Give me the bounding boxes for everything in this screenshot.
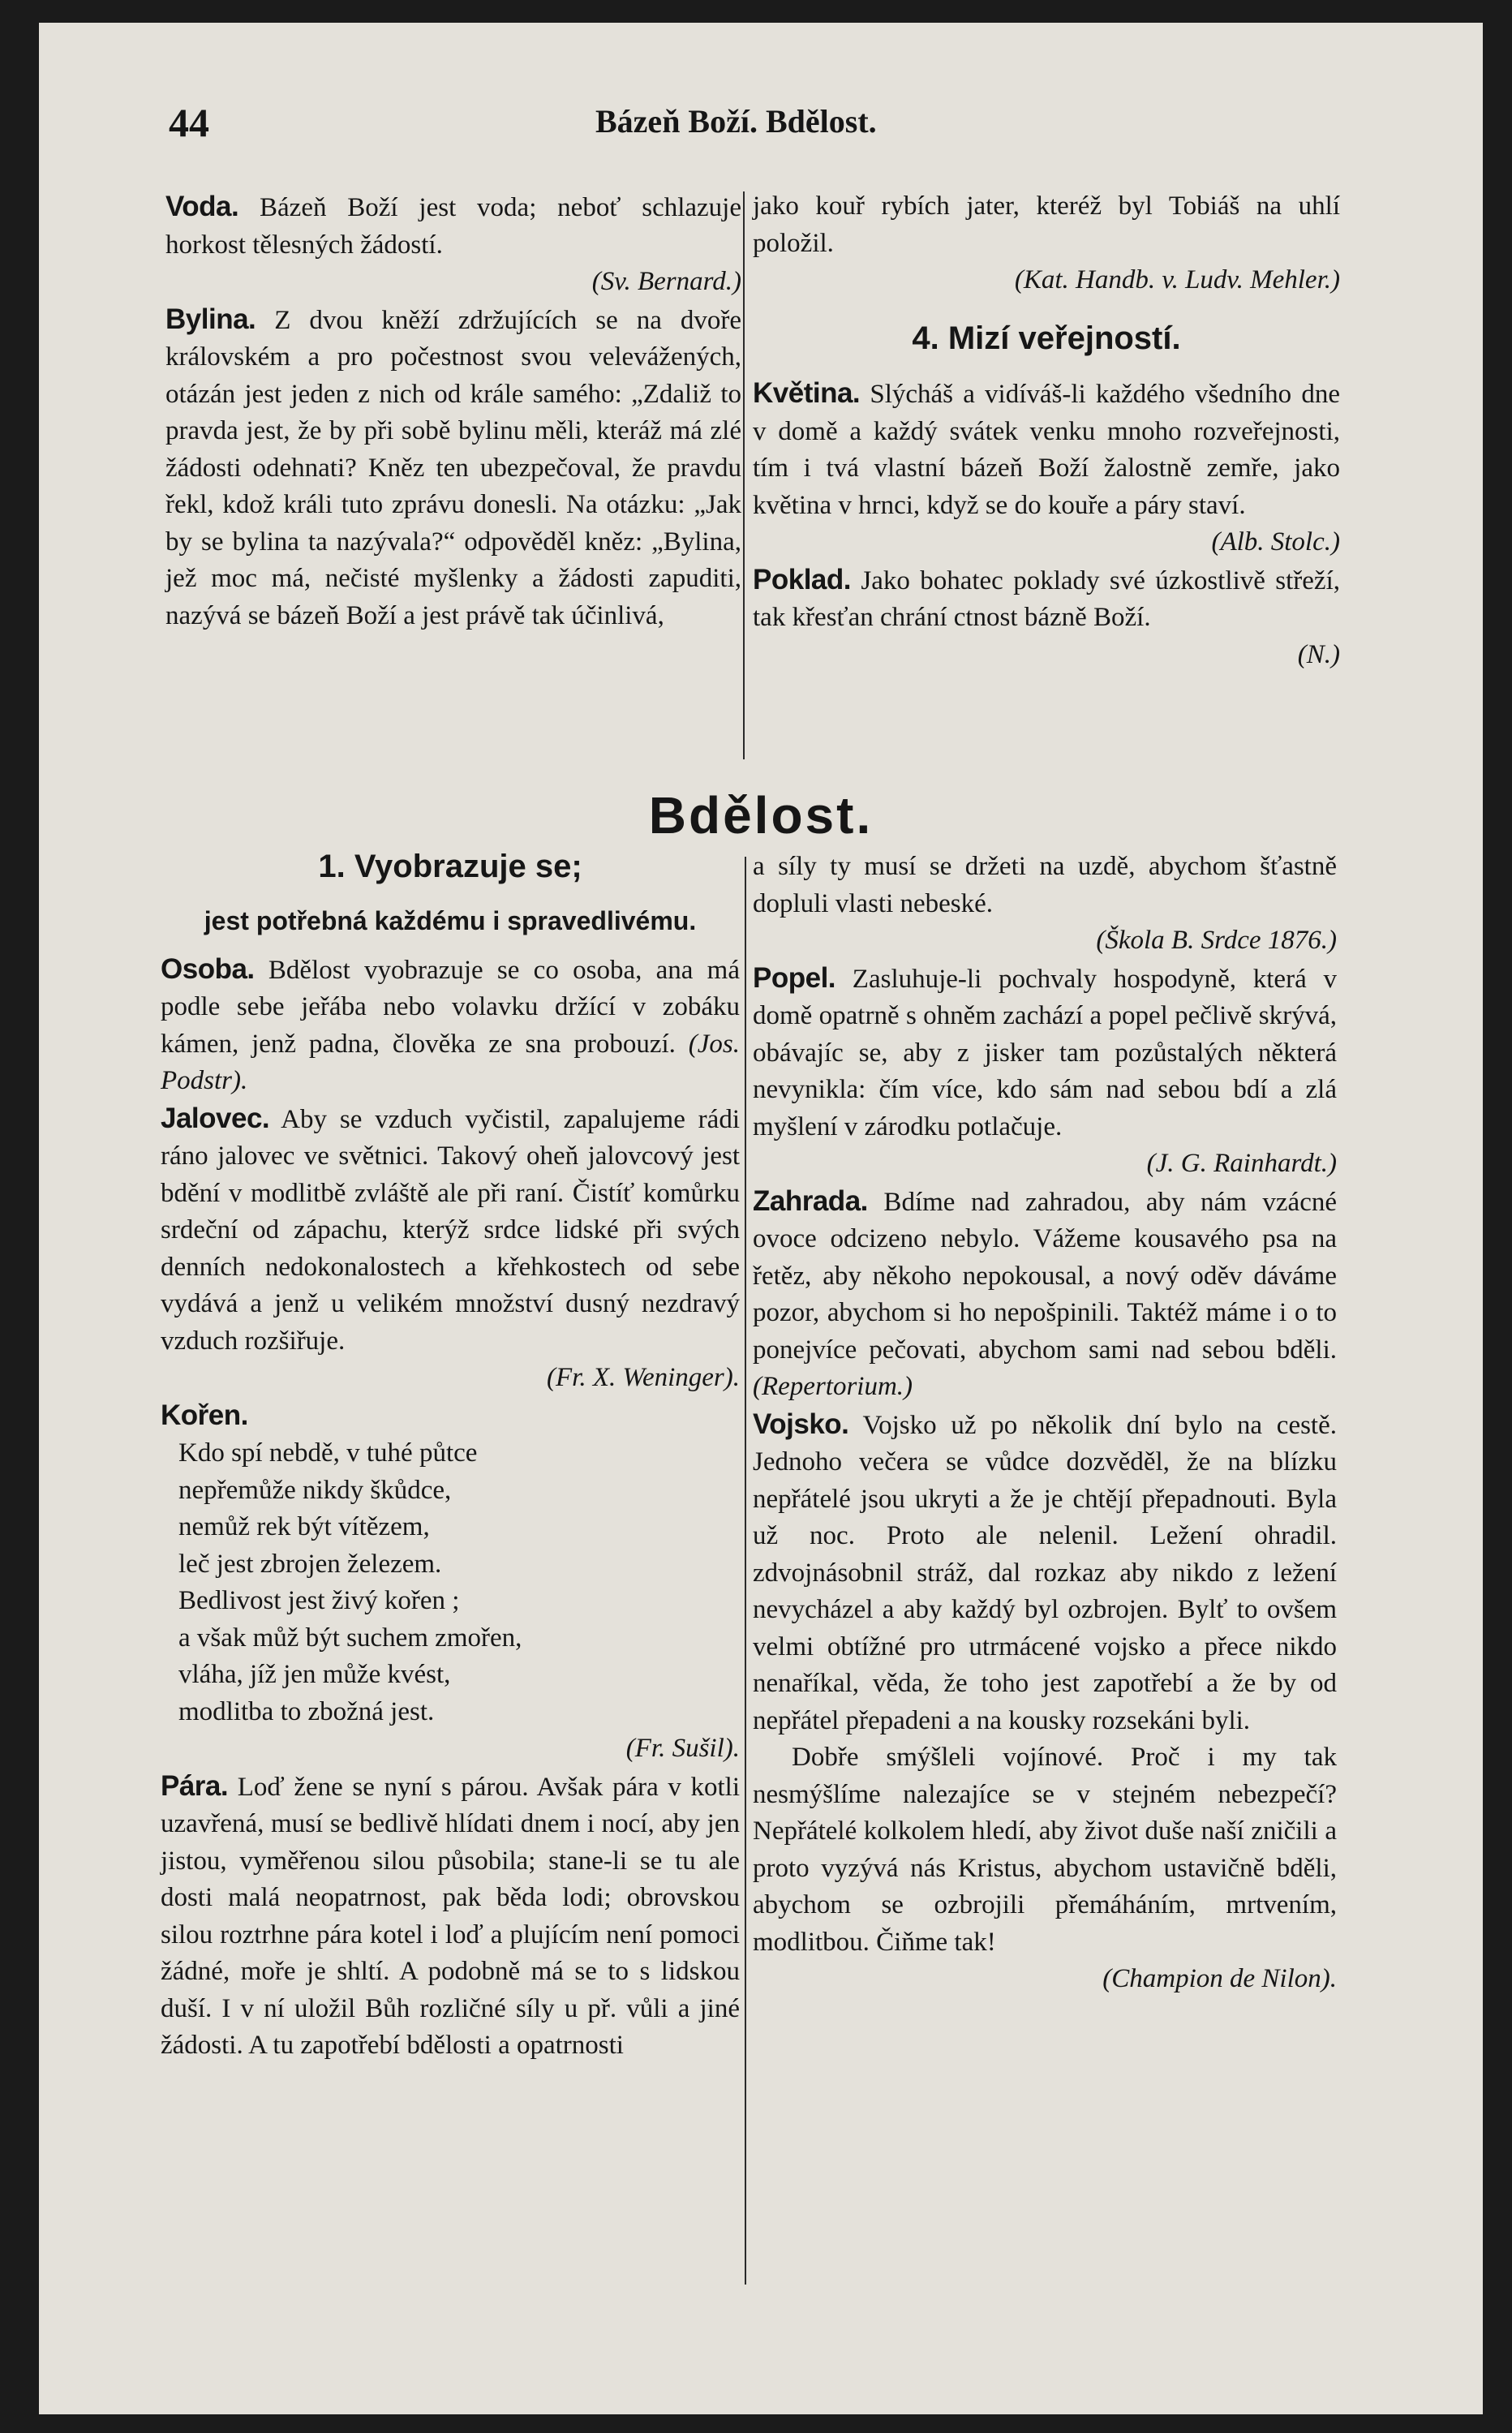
- entry-voda: [165, 188, 741, 264]
- entry-text: Slýcháš a vidíváš-li každého všedního dne v domě a každý svátek venku mnoho rozveřejnosti, tím i tvá vlastní bázeň Boží žalostně zemře, jako květina v hrnci, když se do kouře a páry staví.: [753, 380, 1340, 520]
- column-divider: [743, 191, 745, 759]
- entry-keyword: Květina.: [753, 377, 861, 409]
- entry-source: (Alb. Stolc.): [1211, 527, 1340, 557]
- poem-line: Bedlivost jest živý kořen ;: [178, 1586, 460, 1615]
- entry-text: Vojsko už po několik dní bylo na cestě. Jednoho večera se vůdce dozvěděl, že na blízku nepřátelé jsou ukryti a že je chtějí přepadnouti. Byla už noc. Proto ale nelenil. Ležení ohradil. zdvojnásobnil stráž, dal rozkaz aby nikdo z ležení nevycházel a aby každý byl ozbrojen. Bylť to ovšem velmi obtížné pro utrmácené vojsko a přece nikdo nenaříkal, věda, že toho jest zapotřebí a že by od nepřátel přepadeni a na kousky rozsekáni byli.: [753, 1410, 1337, 1735]
- entry-source: (Sv. Bernard.): [591, 267, 741, 296]
- subsection-heading: 4. Mizí veřejností.: [912, 320, 1181, 356]
- entry-text: Aby se vzduch vyčistil, zapalujeme rádi ráno jalovec ve světnici. Takový oheň jalovcový jest bdění v modlitbě zvláště ale při raní. Čistíť komůrku srdeční od zápachu, kterýž srdce lidské při svých denních nedokonalostech a křehkostech od sebe vydává a jenž u velikém množství dusný nezdravý vzduch rozšiřuje.: [161, 1104, 740, 1356]
- poem-line: vláha, jíž jen může kvést,: [178, 1660, 451, 1689]
- entry-jalovec: [161, 1100, 740, 1361]
- entry-text: Zasluhuje-li pochvaly hospodyně, která v domě opatrně s ohněm zachází a popel pečlivě skrývá, obávajíc se, aby z jisker tam pozůstalých některá nevynikla: čím více, kdo sám nad sebou bdí a zlá myšlení v zárodku potlačuje.: [753, 964, 1337, 1141]
- entry-text: Bdíme nad zahradou, aby nám vzácné ovoce odcizeno nebylo. Vážeme kousavého psa na řetěz, aby někoho nepokousal, a nový oděv dáváme pozor, abychom si ho nepošpinili. Taktéž máme i o to ponejvíce pečovati, abychom sami nad sebou bděli.: [753, 1187, 1337, 1365]
- entry-kvetina: [753, 375, 1340, 524]
- entry-keyword: Pára.: [161, 1769, 229, 1802]
- poem-line: modlitba to zbožná jest.: [178, 1696, 435, 1726]
- poem: [161, 1435, 740, 1730]
- poem-line: nepřemůže nikdy škůdce,: [178, 1475, 452, 1505]
- bottom-right-column: [753, 849, 1337, 1998]
- entry-source: (Champion de Nilon).: [1102, 1964, 1337, 1993]
- entry-source: (Repertorium.): [753, 1372, 913, 1401]
- entry-osoba: [161, 951, 740, 1100]
- subsection-subheading: jest potřebná každému i spravedlivému.: [204, 905, 697, 935]
- entry-source: (Jos. Podstr).: [161, 1029, 740, 1095]
- entry-koren: [161, 1397, 740, 1436]
- entry-source: (Kat. Handb. v. Ludv. Mehler.): [1014, 265, 1340, 294]
- entry-zahrada: [753, 1183, 1337, 1406]
- continued-text: a síly ty musí se držeti na uzdě, abychom šťastně dopluli vlasti nebeské.: [753, 852, 1337, 918]
- entry-keyword: Voda.: [165, 191, 239, 222]
- poem-line: leč jest zbrojen železem.: [178, 1549, 442, 1579]
- entry-keyword: Kořen.: [161, 1399, 248, 1431]
- entry-keyword: Osoba.: [161, 952, 255, 985]
- entry-bylina: [165, 301, 741, 635]
- entry-keyword: Jalovec.: [161, 1102, 270, 1134]
- entry-keyword: Zahrada.: [753, 1184, 868, 1217]
- entry-source: (Fr. Sušil).: [625, 1734, 740, 1763]
- entry-source: (J. G. Rainhardt.): [1146, 1149, 1337, 1178]
- subsection-heading: 1. Vyobrazuje se;: [318, 849, 582, 884]
- entry-keyword: Bylina.: [165, 303, 256, 335]
- running-title: Bázeň Boží. Bdělost.: [595, 103, 877, 140]
- poem-line: Kdo spí nebdě, v tuhé půtce: [178, 1438, 478, 1468]
- continued-text: jako kouř rybích jater, kteréž byl Tobiáš na uhlí položil.: [753, 191, 1340, 258]
- entry-source: (Škola B. Srdce 1876.): [1096, 926, 1337, 955]
- closing-paragraph: Dobře smýšleli vojínové. Proč i my tak nesmýšlíme nalezajíce se v stejném nebezpečí? Nepřátelé kolkolem hledí, aby život duše naší zničili a proto vyzývá nás Kristus, abychom ustavičně bděli, abychom se ozbrojili přemáháním, mrtvením, modlitbou. Čiňme tak!: [753, 1743, 1337, 1957]
- bottom-left-column: [161, 849, 740, 2065]
- entry-source: (N.): [1297, 639, 1340, 669]
- entry-text: Bdělost vyobrazuje se co osoba, ana má podle sebe jeřába nebo volavku držící v zobáku kámen, jenž padna, člověka ze sna probouzí.: [161, 955, 740, 1059]
- entry-keyword: Popel.: [753, 961, 836, 994]
- column-divider: [745, 857, 746, 2285]
- entry-popel: [753, 960, 1337, 1146]
- section-title: Bdělost.: [648, 786, 874, 845]
- entry-text: Loď žene se nyní s párou. Avšak pára v kotli uzavřená, musí se bedlivě hlídati dnem i nocí, aby jen jistou, vyměřenou silou působila; stane-li se tu ale dosti malá neopatrnost, pak běda lodi; obrovskou silou roztrhne pára kotel i loď a plujícím není pomoci žádné, moře je shltí. A podobně má se to s lidskou duší. I v ní uložil Bůh rozličné síly u př. vůli a jiné žádosti. A tu zapotřebí bdělosti a opatrnosti: [161, 1772, 740, 2060]
- entry-text: Bázeň Boží jest voda; neboť schlazuje horkost tělesných žádostí.: [165, 193, 741, 260]
- top-left-column: [165, 188, 741, 634]
- entry-keyword: Vojsko.: [753, 1408, 849, 1440]
- page-number: 44: [169, 100, 209, 145]
- entry-poklad: [753, 561, 1340, 637]
- poem-line: a však můž být suchem zmořen,: [178, 1623, 522, 1653]
- poem-line: nemůž rek být vítězem,: [178, 1512, 430, 1541]
- entry-text: Jako bohatec poklady své úzkostlivě střeží, tak křesťan chrání ctnost bázně Boží.: [753, 565, 1340, 632]
- book-page: [39, 23, 1483, 2414]
- entry-para: [161, 1768, 740, 2065]
- entry-text: Z dvou kněží zdržujících se na dvoře královském a pro počestnost svou velevážených, otázán jest jeden z nich od krále samého: „Zdaliž to pravda jest, že by při sobě bylinu měli, kteráž má zlé žádosti odehnati? Kněz ten ubezpečoval, že pravdu řekl, kdož králi tuto zprávu donesli. Na otázku: „Jak by se bylina ta nazývala?“ odpověděl kněz: „Bylina, jež moc má, nečisté myšlenky a žádosti zapuditi, nazývá se bázeň Boží a jest právě tak účinlivá,: [165, 305, 741, 630]
- entry-keyword: Poklad.: [753, 563, 851, 595]
- top-right-column: [753, 188, 1340, 673]
- entry-vojsko: [753, 1406, 1337, 1740]
- page-header: [39, 71, 1483, 145]
- entry-source: (Fr. X. Weninger).: [547, 1363, 740, 1392]
